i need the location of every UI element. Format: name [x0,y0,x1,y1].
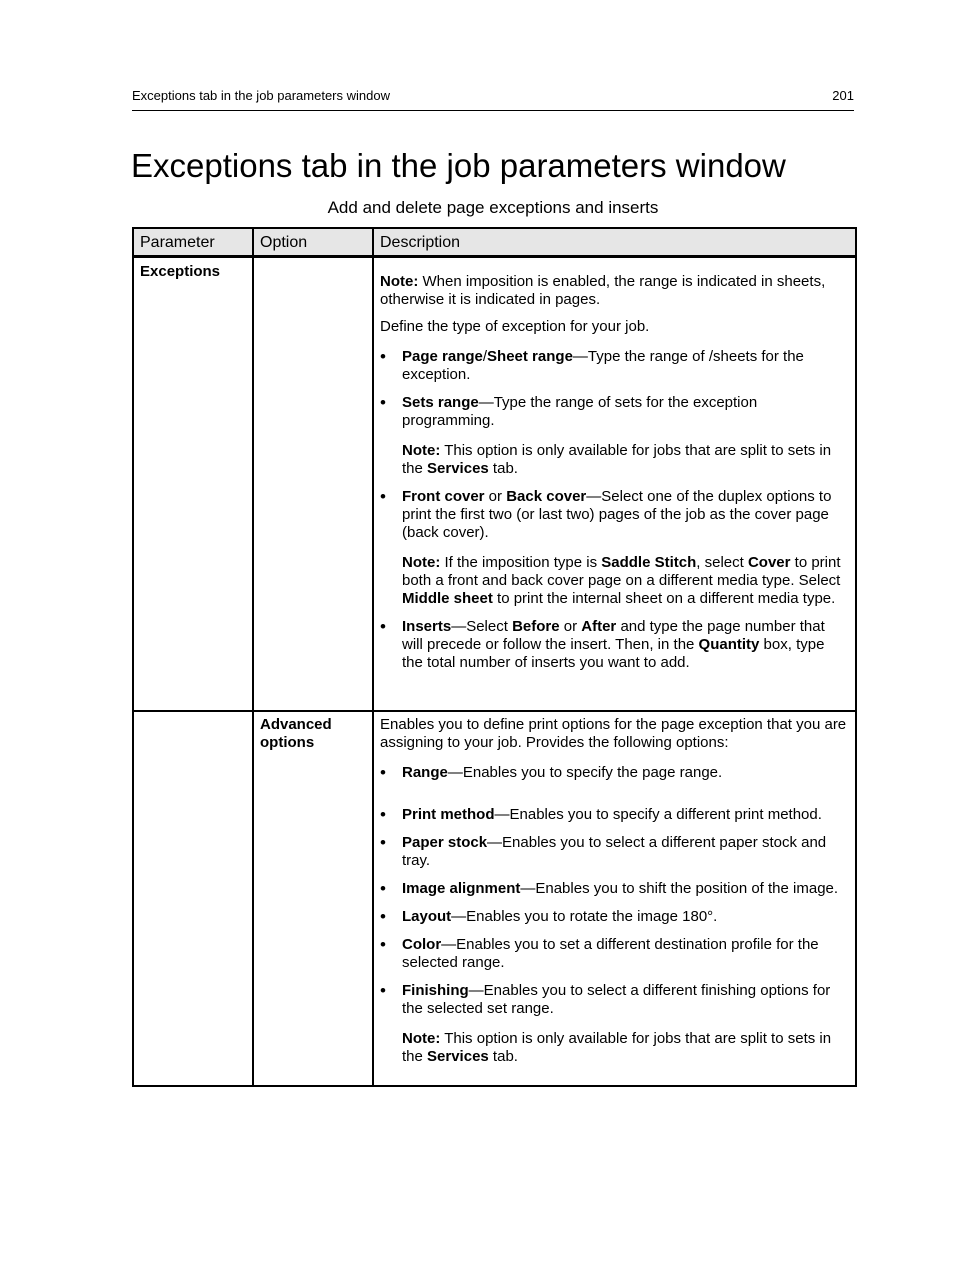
note-paragraph: Note: This option is only available for jobs that are split to sets in the Services tab. [402,1030,832,1065]
list-item: • Paper stock—Enables you to select a different paper stock and tray. [380,834,849,870]
header-divider [132,110,854,111]
list-item: • Color—Enables you to set a different destination profile for the selected range. [380,936,849,972]
note-paragraph: Note: This option is only available for jobs that are split to sets in the Services tab. [402,441,832,477]
table-caption: Add and delete page exceptions and inserts [327,198,659,217]
list-item: • Page range/Sheet range—Type the range of /sheets for the exception. [380,348,849,384]
option-cell [253,256,373,711]
column-header-parameter: Parameter [133,228,253,256]
list-item: • Inserts—Select Before or After and type the page number that will precede or follow the insert. Then, in the Quantity box, type the total number of inserts you want to add. [380,618,849,672]
list-item: • Finishing—Enables you to select a different finishing options for the selected set range. Note: This option is only available for jobs that are split to sets in the Services tab. [380,982,849,1066]
parameter-cell [133,711,253,1086]
list-item: • Front cover or Back cover—Select one of the duplex options to print the first two (or last two) pages of the job as the cover page (back cover). Note: If the imposition type is Saddle Stitch, select Cover to print both a front and back cover page on a different media type. Select Middle sheet to print the internal sheet on a different media type. [380,488,849,608]
note-paragraph: Note: If the imposition type is Saddle Stitch, select Cover to print both a front and back cover page on a different media type. Select Middle sheet to print the internal sheet on a different media type. [402,553,841,607]
define-paragraph: Define the type of exception for your job. [380,317,650,335]
advanced-options-list [380,764,849,1066]
list-item: • Layout—Enables you to rotate the image 180°. [380,908,849,926]
description-cell [373,256,856,711]
column-header-description: Description [373,228,856,256]
parameter-cell: Exceptions [133,256,253,711]
page-title: Exceptions tab in the job parameters window [131,147,786,184]
table-row [133,711,856,1086]
exception-type-list [380,348,849,672]
column-header-option: Option [253,228,373,256]
list-item: • Sets range—Type the range of sets for the exception programming. Note: This option is only available for jobs that are split to sets in the Services tab. [380,394,849,478]
list-item: • Print method—Enables you to specify a different print method. [380,806,849,824]
description-cell [373,711,856,1086]
list-item: • Image alignment—Enables you to shift the position of the image. [380,880,849,898]
note-paragraph: Note: When imposition is enabled, the range is indicated in sheets, otherwise it is indicated in pages. [380,272,826,308]
option-cell: Advanced options [253,711,373,1086]
intro-paragraph: Enables you to define print options for the page exception that you are assigning to your job. Provides the following options: [380,716,847,751]
parameters-table [132,227,857,1087]
running-header [132,88,854,104]
page-number: 201 [832,88,854,103]
table-row [133,256,856,711]
running-header-title: Exceptions tab in the job parameters window [132,88,390,103]
list-item: • Range—Enables you to specify the page range. [380,764,849,782]
table-header-row [133,228,856,256]
